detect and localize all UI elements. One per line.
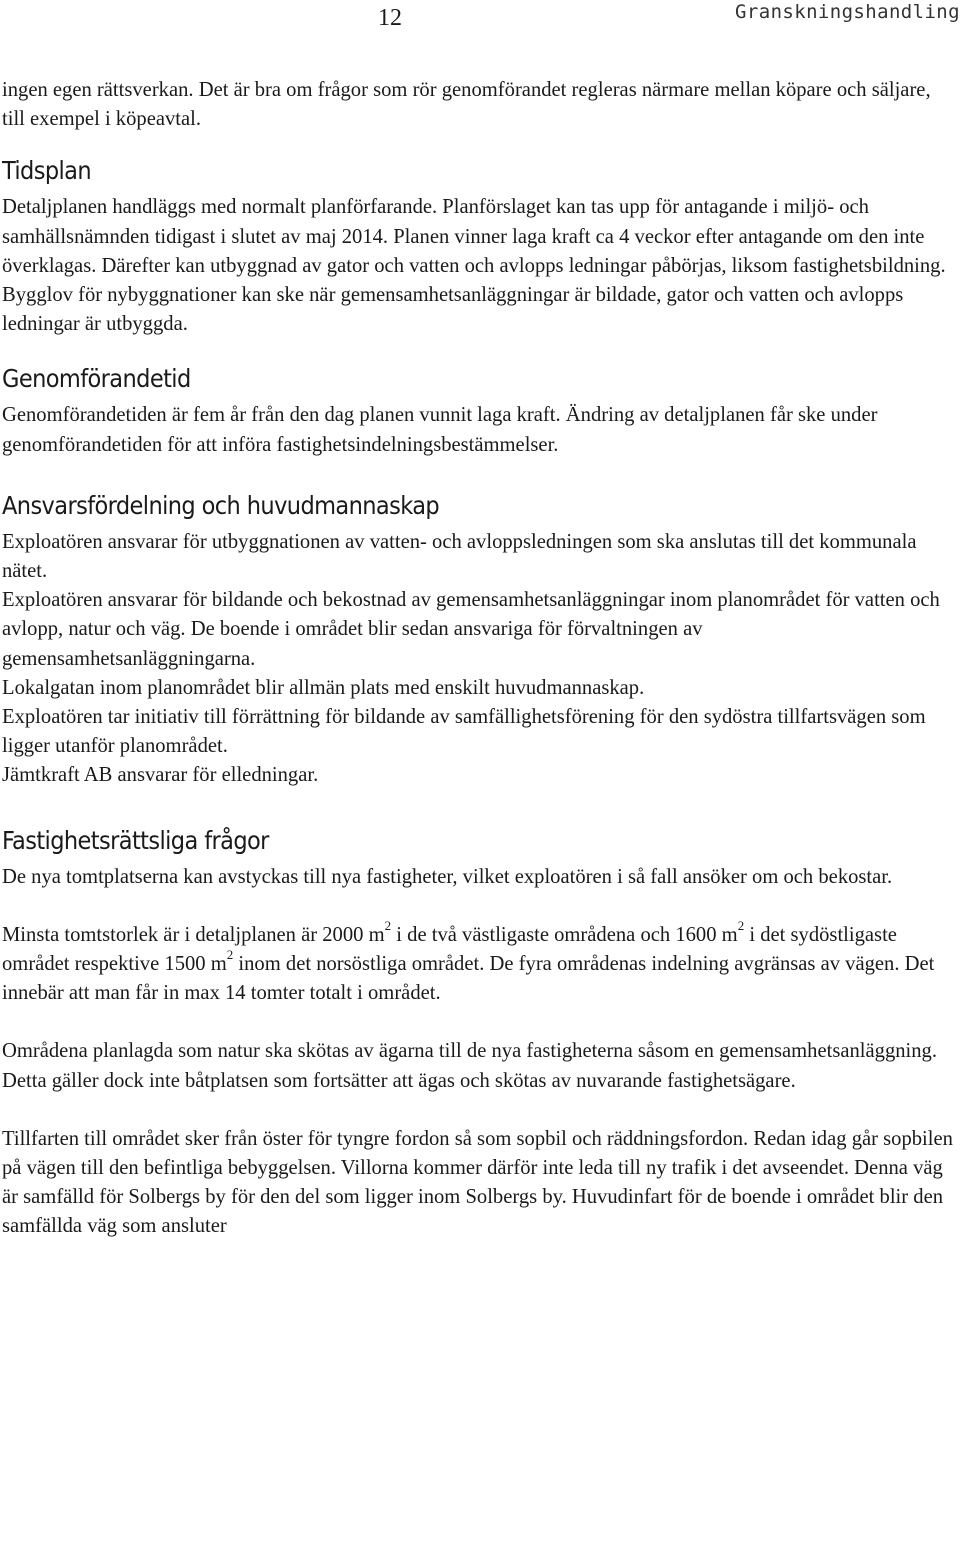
section-heading-fastighetsrattsliga-fragor: Fastighetsrättsliga frågor bbox=[2, 825, 269, 855]
document-body bbox=[2, 76, 958, 1242]
ansvar-paragraph-5: Jämtkraft AB ansvarar för elledningar. bbox=[2, 764, 319, 787]
tomtstorlek-text-3: i det sydöstligaste området respektive 1500 m bbox=[2, 923, 897, 976]
fastighet-paragraph-tomtstorlek bbox=[2, 918, 958, 1009]
tidsplan-paragraph: Detaljplanen handläggs med normalt planförfarande. Planförslaget kan tas upp för antagande i miljö- och samhällsnämnden tidigast i slutet av maj 2014. Planen vinner laga kraft ca 4 veckor efter antagande om den inte överklagas. Därefter kan utbyggnad av gator och vatten och avlopps ledningar påbörjas, liksom fastighetsbildning. Bygglov för nybyggnationer kan ske när gemensamhetsanläggningar är bildade, gator och vatten och avlopps ledningar är utbyggda. bbox=[2, 196, 946, 336]
superscript-2: 2 bbox=[737, 918, 745, 933]
superscript-2: 2 bbox=[384, 918, 392, 933]
genomforandetid-paragraph: Genomförandetiden är fem år från den dag planen vunnit laga kraft. Ändring av detaljplanen får ske under genomförandetiden för att införa fastighetsindelningsbestämmelser. bbox=[2, 404, 878, 456]
document-status-label: Granskningshandling bbox=[735, 1, 960, 23]
tomtstorlek-text-1: Minsta tomtstorlek är i detaljplanen är 2000 m bbox=[2, 923, 385, 946]
fastighet-paragraph-natur: Områdena planlagda som natur ska skötas av ägarna till de nya fastigheterna såsom en gemensamhetsanläggning. Detta gäller dock inte båtplatsen som fortsätter att ägas och skötas av nuvarande fastighetsägare. bbox=[2, 1040, 938, 1092]
ansvar-paragraph-4: Exploatören tar initiativ till förrättning för bildande av samfällighetsförening för den sydöstra tillfartsvägen som ligger utanför planområdet. bbox=[2, 706, 926, 758]
page-number: 12 bbox=[378, 5, 402, 31]
ansvar-paragraph-2: Exploatören ansvarar för bildande och bekostnad av gemensamhetsanläggningar inom planområdet för vatten och avlopp, natur och väg. De boende i området blir sedan ansvariga för förvaltningen av gemensamhetsanläggningarna. bbox=[2, 589, 940, 670]
ansvar-paragraph-3: Lokalgatan inom planområdet blir allmän plats med enskilt huvudmannaskap. bbox=[2, 676, 645, 699]
intro-paragraph: ingen egen rättsverkan. Det är bra om frågor som rör genomförandet regleras närmare mellan köpare och säljare, till exempel i köpeavtal. bbox=[2, 79, 931, 131]
section-heading-ansvarsfordelning: Ansvarsfördelning och huvudmannaskap bbox=[2, 490, 440, 520]
fastighet-paragraph-1: De nya tomtplatserna kan avstyckas till nya fastigheter, vilket exploatören i så fall ansöker om och bekostar. bbox=[2, 865, 893, 888]
fastighet-paragraph-tillfart: Tillfarten till området sker från öster för tyngre fordon så som sopbil och räddningsfordon. Redan idag går sopbilen på vägen till den befintliga bebyggelsen. Villorna kommer därför inte leda till ny trafik i det avseendet. Denna väg är samfälld för Solbergs by för den del som ligger inom Solbergs by. Huvudinfart för de boende i området blir den samfällda väg som ansluter bbox=[2, 1127, 953, 1238]
ansvar-paragraph-1: Exploatören ansvarar för utbyggnationen av vatten- och avloppsledningen som ska anslutas till det kommunala nätet. bbox=[2, 530, 917, 583]
superscript-2: 2 bbox=[226, 947, 234, 963]
section-heading-genomforandetid: Genomförandetid bbox=[2, 364, 191, 394]
section-heading-tidsplan: Tidsplan bbox=[2, 156, 91, 186]
tomtstorlek-text-4: inom det norsöstliga området. De fyra områdenas indelning avgränsas av vägen. Det innebär att man får in max 14 tomter totalt i området. bbox=[2, 953, 935, 1005]
tomtstorlek-text-2: i de två västligaste områdena och 1600 m bbox=[391, 923, 738, 946]
